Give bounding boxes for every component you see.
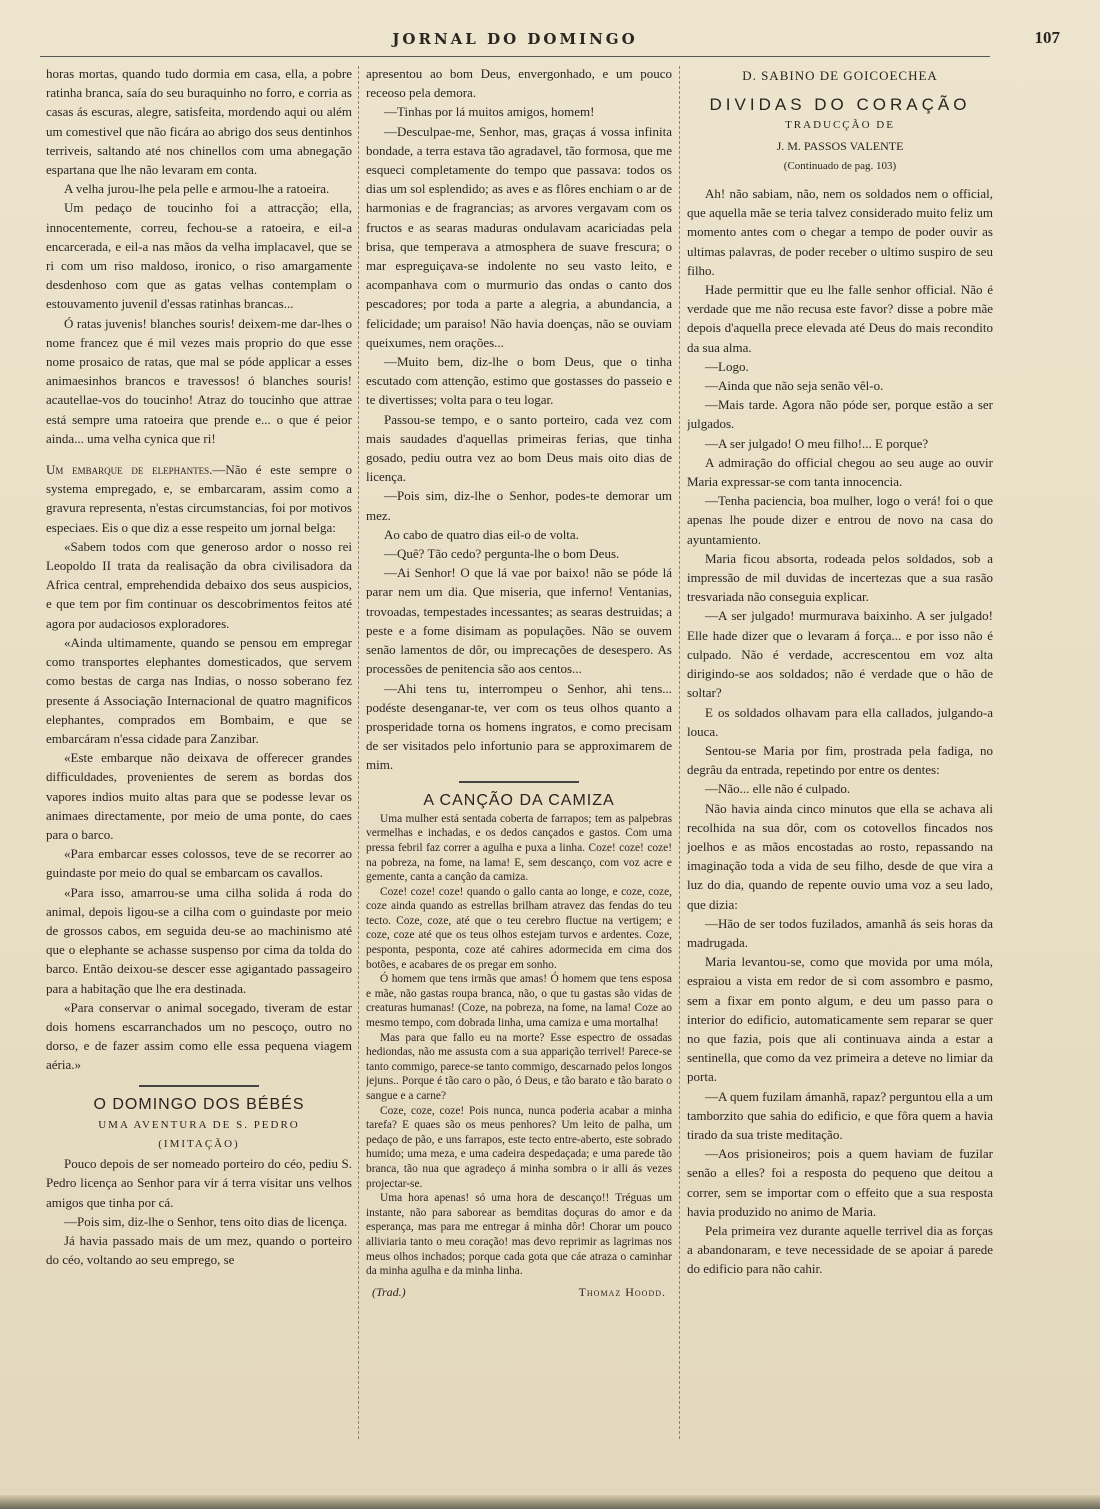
paragraph: Maria levantou-se, como que movida por uma móla, espraiou a vista em redor de si com assombro e pasmo, sem a fixar em ponto algum, e deu um passo para o interior do edificio, automaticamente sem reparar se quer no que fazia, pois que ali continuava ainda a estar a sentinella, que como da vez primeira a deteve no limiar da porta.: [687, 954, 993, 1085]
paragraph: Uma hora apenas! só uma hora de descanço!! Tréguas um instante, não para saborear as bemditas doçuras do amor e da esperança, mas para me entregar á minha dôr! Chorar um pouco alliviaria tanto o meu coração! mas devo reprimir as lagrimas nos meus olhos inchados; porque cada gota que cáe atraza o caminhar da minha agulha e da minha linha.: [366, 1192, 672, 1278]
paragraph: —Hão de ser todos fuzilados, amanhã ás seis horas da madrugada.: [687, 915, 993, 950]
page-edge: [0, 1495, 1100, 1509]
paragraph: Sentou-se Maria por fim, prostrada pela fadiga, no degrâu da entrada, repetindo por entre os dentes:: [687, 742, 993, 778]
paragraph: A admiração do official chegou ao seu auge ao ouvir Maria expressar-se com tanta innocencia.: [687, 454, 993, 490]
section-title: O DOMINGO DOS BÉBÉS: [93, 1095, 305, 1113]
paragraph: —Logo.: [705, 358, 749, 374]
column-2: [366, 64, 672, 1455]
continued-note: (Continuado de pag. 103): [783, 159, 897, 172]
paragraph: E os soldados olhavam para ella callados, julgando-a louca.: [687, 704, 993, 739]
translator-name: J. M. PASSOS VALENTE: [776, 138, 904, 153]
paragraph: Ao cabo de quatro dias eil-o de volta.: [384, 526, 579, 542]
paragraph: apresentou ao bom Deus, envergonhado, e um pouco receoso pela demora.: [366, 66, 672, 101]
poem-author: Thomaz Hoodd.: [578, 1284, 666, 1299]
paragraph: —Aos prisioneiros; pois a quem haviam de fuzilar senão a elles? foi a resposta do pequeno que deitou a correr, sem se importar com o effeito que a sua resposta havia produzido no animo de Maria.: [687, 1146, 993, 1219]
paragraph: «Para conservar o animal socegado, tiveram de estar dois homens escarranchados um no pescoço, outro no dorso, e de fazer assim como elle essa pequena viagem aéria.»: [46, 999, 352, 1073]
paragraph: Maria ficou absorta, rodeada pelos soldados, sob a impressão de mil duvidas de incertezas que a sua rasão tresvariada não conseguia explicar.: [687, 550, 993, 605]
paragraph: Coze! coze! coze! quando o gallo canta ao longe, e coze, coze, coze ainda quando as estrellas brilham atravez das fendas do teu tecto. Coze, coze, até que o teu cerebro fluctue na vertigem; e coze, coze até que os teus olhos estejam turvos e ardentes. Coze, pesponta, pesponta, coze até cahires adormecida em cima dos botões, e acabares de os pregar em sonho.: [366, 885, 672, 971]
paragraph: Ó ratas juvenis! blanches souris! deixem-me dar-lhes o nome francez que é mil vezes mais proprio do que esse nome prosaico de ratas, que mal se póde applicar a esses animaesinhos brancos e travessos! ó blanches souris! acautellae-vos do toucinho! Atraz do toucinho que attrae está sempre uma ratoeira que prende e... o que é peior ainda... uma velha cynica que ri!: [46, 315, 352, 446]
paragraph: «Para isso, amarrou-se uma cilha solida á roda do animal, depois ligou-se a cilha com o guindaste por meio de grossos cabos, em seguida deu-se ao machinismo até que o elephante se achasse suspenso por cima da tolda do barco. Então deixou-se descer esse agigantado passageiro para a habitação que lhe era destinada.: [46, 884, 352, 996]
story-title: DIVIDAS DO CORAÇÃO: [709, 95, 971, 115]
paragraph: A velha jurou-lhe pela pelle e armou-lhe a ratoeira.: [64, 181, 330, 197]
paragraph: —Muito bem, diz-lhe o bom Deus, que o tinha escutado com attenção, estimo que gostasses do passeio e te divertisses; volta para o teu logar.: [366, 354, 672, 408]
paragraph: Mas para que fallo eu na morte? Esse espectro de ossadas hediondas, não me assusta com a sua apparição terrivel! Parece-se tanto commigo, parece-se tanto commigo, descarnado pelos longos jejuns.. Porque é tão caro o pão, ó Deus, e tão barato e tão barato o sangue e a carne?: [366, 1031, 672, 1102]
paragraph: Ó homem que tens irmãs que amas! Ó homem que tens esposa e mãe, não gastas roupa branca, não, o que tu gastas são vidas de creaturas humanas! (Coze, na pobreza, na fome, na lama! Coze ao mesmo tempo, com dobrada linha, uma camiza e uma mortalha!: [366, 973, 672, 1030]
paragraph: —Ai Senhor! O que lá vae por baixo! não se póde lá parar nem um dia. Que miseria, que inferno! Ventanias, trovoadas, tempestades incessantes; as searas destruidas; a peste e a fome disimam as populações. Não se ouvem senão lamentos de dôr, ou imprecações de desespero. As processões de penitencia são aos centos...: [366, 565, 672, 677]
paragraph: —Ahi tens tu, interrompeu o Senhor, ahi tens... podéste desenganar-te, ver com os teus olhos quanto a prosperidade torna os homens ingratos, e como precisam de ser visitados pelo infortunio para se approximarem de mim.: [366, 680, 672, 773]
paragraph: Pela primeira vez durante aquelle terrivel dia as forças a abandonaram, e teve necessidade de se apoiar á parede do edificio para não cahir.: [687, 1222, 993, 1277]
elephant-title: Um embarque de elephantes.: [46, 462, 213, 478]
paragraph: Pouco depois de ser nomeado porteiro do céo, pediu S. Pedro licença ao Senhor para vir á terra visitar uns velhos amigos que tinha por cá.: [46, 1156, 352, 1210]
paragraph: —Pois sim, diz-lhe o Senhor, tens oito dias de licença.: [64, 1213, 348, 1229]
paragraph: Passou-se tempo, e o santo porteiro, cada vez com mais saudades d'aquellas primeiras ferias, que tinha gosado, pediu outra vez ao bom Deus mais oito dias de licença.: [366, 411, 672, 485]
paragraph: —Quê? Tão cedo? pergunta-lhe o bom Deus.: [384, 546, 620, 562]
paragraph: Um pedaço de toucinho foi a attracção; ella, innocentemente, correu, fechou-se a ratoeira, e eil-a encarcerada, e eil-a nas mãos da velha implacavel, que se ri com um riso maldoso, ironico, o riso amargamente desdenhoso com que as gatas velhas contemplam o estouvamento juvenil d'essas ratinhas brancas...: [46, 200, 352, 312]
paragraph: —Não é este sempre o systema empregado, e, se embarcaram, assim como a gravura representa, n'estas circumstancias, foi por motivos especiaes. Eis o que diz a esse respeito um jornal belga:: [46, 462, 352, 535]
section-note: (IMITAÇÃO): [158, 1137, 240, 1150]
column-1: [46, 64, 352, 1455]
paragraph: —Mais tarde. Agora não póde ser, porque estão a ser julgados.: [687, 397, 993, 432]
column-3: [687, 64, 993, 1455]
paragraph: «Sabem todos com que generoso ardor o nosso rei Leopoldo II trata da realisação da obra civilisadora da Africa central, emprehendida debaixo dos seus auspicios, e que tem por fim continuar os descobrimentos feitos até agora por audaciosos exploradores.: [46, 538, 352, 631]
paragraph: Coze, coze, coze! Pois nunca, nunca poderia acabar a minha tarefa? E quaes são os meus penhores? Um leito de palha, um pedaço de pão, e uns farrapos, este tecto entre-aberto, este sobrado humido; uma meza, e uma cadeira despedaçada; e uma parede tão branca, tão nua que agradeço á minha sombra o ir alli ás vezes projectar-se.: [366, 1104, 672, 1190]
page-header: [40, 28, 1060, 56]
paragraph: «Ainda ultimamente, quando se pensou em empregar como transportes elephantes domesticados, que servem como bestas de carga nas Indias, o nosso soberano fez presente á Associação Internacional de quatro magnificos elephantes, comprados em Bombaim, e que se embarcáram n'essa cidade para Zanzibar.: [46, 634, 352, 746]
poem-body: [366, 812, 672, 1279]
story-author: D. SABINO DE GOICOECHEA: [742, 68, 938, 83]
paragraph: —A ser julgado! murmurava baixinho. A ser julgado! Elle hade dizer que o levaram á força... e por isso não é culpado. Não é verdade, accrescentou em voz alta dirigindo-se aos soldados; não é verdade que o hão de soltar?: [687, 608, 993, 701]
paragraph: Ah! não sabiam, não, nem os soldados nem o official, que aquella mãe se teria talvez considerado muito feliz um momento antes com o chegar a tempo de poder ouvir as ultimas palavras, de poder receber o ultimo suspiro de seu filho.: [687, 186, 993, 278]
section-separator: [459, 781, 579, 783]
column-divider: [358, 66, 359, 1439]
column-divider: [679, 66, 680, 1439]
paragraph: «Para embarcar esses colossos, teve de se recorrer ao guindaste por meio do qual se embarcam os cavallos.: [46, 846, 352, 881]
poem-title: A CANÇÃO DA CAMIZA: [423, 791, 615, 809]
paragraph: —A quem fuzilam ámanhã, rapaz? perguntou ella a um tamborzito que sahia do edificio, e que fôra quem a havia tirado da sua triste meditação.: [687, 1088, 993, 1142]
paragraph: —Tinhas por lá muitos amigos, homem!: [384, 104, 595, 120]
paragraph: Uma mulher está sentada coberta de farrapos; tem as palpebras vermelhas e inchadas, e os dedos cançados e gastos. Com uma pressa febril faz correr a agulha e puxa a linha. Coze! coze! coze! na pobreza, na fome, na lama! E, sem descanço, com voz acre e gemente, canta a canção da camiza.: [366, 812, 672, 884]
paragraph: —A ser julgado! O meu filho!... E porque?: [705, 435, 929, 451]
paragraph: —Tenha paciencia, boa mulher, logo o verá! foi o que apenas lhe poude dizer e entrou de novo na casa do ayuntamiento.: [687, 493, 993, 547]
section-subtitle: UMA AVENTURA DE S. PEDRO: [98, 1118, 300, 1131]
elephant-article: [46, 460, 352, 537]
paragraph: horas mortas, quando tudo dormia em casa, ella, a pobre ratinha branca, saía do seu buraquinho no forro, e corria as casas ás escuras, alegre, satisfeita, mordendo aqui ou além um comestivel que não ficára ao abrigo dos seus dentinhos terriveis, saltando até nos chinellos com uma abnegação espartana que lhe não levaram em conta.: [46, 66, 352, 178]
paragraph: —Não... elle não é culpado.: [705, 781, 851, 797]
page-number: 107: [1034, 28, 1060, 47]
paragraph: Já havia passado mais de um mez, quando o porteiro do céo, voltando ao seu emprego, se: [46, 1232, 352, 1268]
section-separator: [139, 1085, 259, 1087]
paragraph: Hade permittir que eu lhe falle senhor official. Não é verdade que me não recusa este favor? disse a pobre mãe depois d'aquella prece elevada até Deus do mais recondito da sua alma.: [687, 282, 993, 355]
masthead: JORNAL DO DOMINGO: [392, 30, 638, 48]
paragraph: «Este embarque não deixava de offerecer grandes difficuldades, provenientes de serem as bordas dos vapores indios muito altas para que se podesse levar os animaes directamente, por meio de uma ponte, do caes para o barco.: [46, 750, 352, 842]
paragraph: —Desculpae-me, Senhor, mas, graças á vossa infinita bondade, a terra estava tão agradavel, tão formosa, que me esqueci completamente do tempo que passava: todos os dias um sol esplendido; as aves e as flôres enchiam o ar de harmonias e de fragrancias; as arvores vergavam com os fructos e as searas maduras ondulavam acariciadas pela brisa, que temperava a atmosphera de suave frescura; o mar espreguiçava-se indolente no seu vasto leito, e acompanhava com o murmurio das ondas o canto dos pescadores; por toda a parte a alegria, a abundancia, a felicidade; um paraiso! Não havia doenças, não se ouviam queixumes, nem orações...: [366, 123, 672, 350]
poem-signature: [366, 1283, 672, 1302]
paragraph: —Ainda que não seja senão vêl-o.: [705, 378, 884, 394]
paragraph: —Pois sim, diz-lhe o Senhor, podes-te demorar um mez.: [366, 488, 672, 523]
translation-note: (Trad.): [372, 1284, 406, 1299]
translation-label: TRADUCÇÃO DE: [785, 119, 895, 132]
header-rule: [40, 56, 990, 57]
paragraph: Não havia ainda cinco minutos que ella se achava ali recolhida na sua dôr, com os cotovellos fincados nos joelhos e as mãos encostadas ao rosto, repassando na imaginação toda a vida de seu filho, desde de que vira a luz do dia, quando de repente ouvio uma voz a seu lado, que dizia:: [687, 800, 993, 912]
